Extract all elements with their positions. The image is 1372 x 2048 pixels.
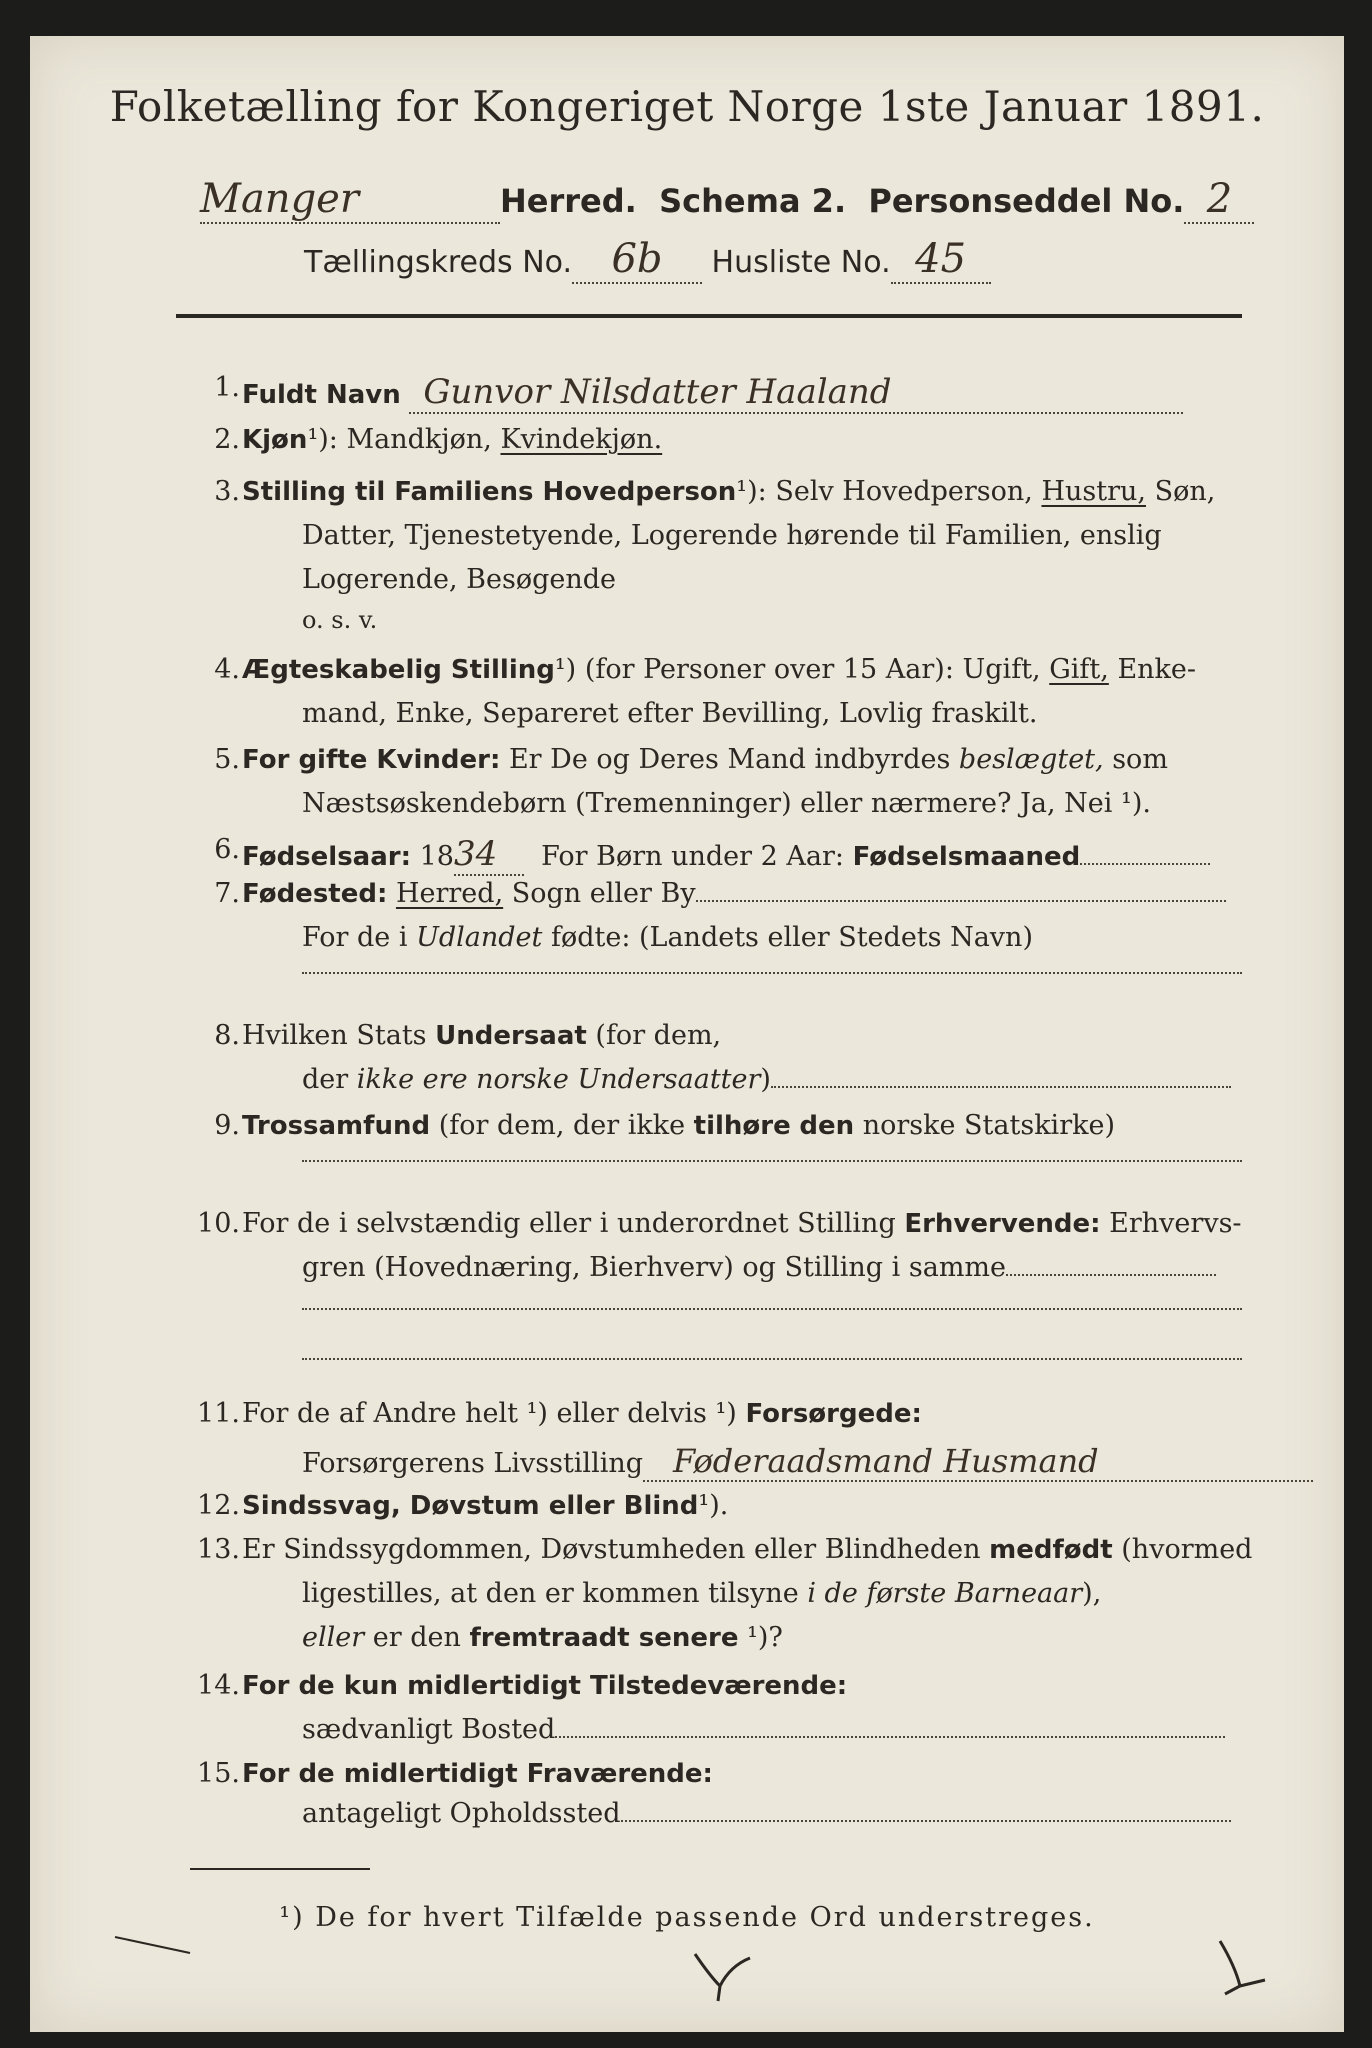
q8-label-a: Hvilken Stats bbox=[242, 1020, 427, 1051]
husliste-label: Husliste No. bbox=[711, 245, 891, 280]
q8-text-2a: der bbox=[302, 1064, 349, 1095]
q13-text-a: Er Sindssygdommen, Døvstumheden eller Blindheden bbox=[242, 1534, 981, 1565]
q6-year-value: 34 bbox=[454, 834, 524, 876]
q10-fill bbox=[1006, 1274, 1216, 1276]
q8-line2 bbox=[302, 1064, 1231, 1095]
q4-option-married-underlined: Gift, bbox=[1049, 654, 1109, 685]
q13-text-3d: ¹)? bbox=[747, 1622, 783, 1653]
q3-option-wife-underlined: Hustru, bbox=[1041, 476, 1146, 507]
q5-line1 bbox=[242, 744, 1168, 775]
q15-line2 bbox=[302, 1798, 1231, 1829]
q12-sup: ¹). bbox=[698, 1490, 729, 1521]
q10-text-c: Erhvervs- bbox=[1109, 1208, 1242, 1239]
q1-label: Fuldt Navn bbox=[242, 380, 401, 410]
q10-text-a: For de i selvstændig eller i underordnet Stilling bbox=[242, 1208, 896, 1239]
q4-text-a: (for Personer over 15 Aar): Ugift, bbox=[584, 654, 1041, 685]
q14-label: For de kun midlertidigt Tilstedeværende: bbox=[242, 1671, 848, 1701]
q6-label: Fødselsaar: bbox=[242, 842, 411, 872]
pen-mark-left bbox=[110, 1931, 200, 1961]
q15-line1 bbox=[242, 1758, 713, 1789]
q11-line1 bbox=[242, 1398, 922, 1429]
q3-option-son: Søn, bbox=[1154, 476, 1216, 507]
q1-number: 1. bbox=[214, 372, 240, 403]
q7-line1 bbox=[242, 878, 1226, 909]
q9-blank-line bbox=[302, 1160, 1242, 1162]
q9-line1 bbox=[242, 1110, 1115, 1141]
q15-fill bbox=[621, 1820, 1231, 1822]
q5-text-related: beslægtet, bbox=[958, 744, 1104, 775]
q8-text-2b: ikke ere norske Undersaatter bbox=[356, 1064, 761, 1095]
q2-option-female-underlined: Kvindekjøn. bbox=[500, 424, 663, 455]
q4-text-c: Enke- bbox=[1117, 654, 1197, 685]
q1-name-value: Gunvor Nilsdatter Haaland bbox=[409, 372, 1183, 414]
header-line-kreds bbox=[304, 236, 991, 284]
q8-text-b: (for dem, bbox=[595, 1020, 722, 1051]
q15-text-2: antageligt Opholdssted bbox=[302, 1798, 621, 1829]
q4-sup: ¹) bbox=[554, 654, 577, 685]
q3-line3: Logerende, Besøgende bbox=[302, 564, 616, 595]
q2-option-male: Mandkjøn, bbox=[346, 424, 492, 455]
header-line-herred bbox=[200, 176, 1254, 224]
q6-year-prefix: 18 bbox=[419, 841, 454, 872]
q7-text-2c: fødte: (Landets eller Stedets Navn) bbox=[550, 922, 1033, 953]
q5-text-c: som bbox=[1112, 744, 1168, 775]
q6-number: 6. bbox=[214, 834, 240, 865]
q7-line2 bbox=[302, 922, 1033, 953]
q13-text-2c: ), bbox=[1082, 1578, 1102, 1609]
q2-sup: ¹): bbox=[307, 424, 338, 455]
q13-line1 bbox=[242, 1534, 1252, 1565]
q7-number: 7. bbox=[214, 878, 240, 909]
q10-blank-line-2 bbox=[302, 1358, 1242, 1360]
schema-label: Schema 2. bbox=[659, 182, 847, 220]
q12-line1 bbox=[242, 1490, 728, 1521]
q10-number: 10. bbox=[197, 1208, 240, 1239]
q5-text-a: Er De og Deres Mand indbyrdes bbox=[508, 744, 951, 775]
q3-sup: ¹): bbox=[736, 476, 767, 507]
herred-label: Herred. bbox=[500, 182, 637, 220]
q14-line1 bbox=[242, 1670, 847, 1701]
q13-text-3a: eller bbox=[302, 1622, 365, 1653]
q6-text-children: For Børn under 2 Aar: bbox=[541, 841, 844, 872]
q13-text-3b: er den bbox=[372, 1622, 461, 1653]
personseddel-label: Personseddel No. bbox=[868, 182, 1185, 220]
q8-number: 8. bbox=[214, 1020, 240, 1051]
q8-label-b: Undersaat bbox=[435, 1021, 587, 1051]
q13-text-2b: i de første Barneaar bbox=[807, 1578, 1083, 1609]
header-divider bbox=[176, 314, 1242, 318]
q14-number: 14. bbox=[197, 1670, 240, 1701]
q14-fill bbox=[555, 1736, 1225, 1738]
personseddel-value: 2 bbox=[1184, 176, 1254, 224]
pen-mark-center bbox=[690, 1946, 760, 2006]
kreds-label: Tællingskreds No. bbox=[304, 245, 572, 280]
q15-number: 15. bbox=[197, 1758, 240, 1789]
q3-line2: Datter, Tjenestetyende, Logerende hørende til Familien, enslig bbox=[302, 520, 1162, 551]
footnote: ¹) De for hvert Tilfælde passende Ord understreges. bbox=[279, 1902, 1095, 1933]
q6-month-fill bbox=[1080, 863, 1210, 865]
q11-value: Føderaadsmand Husmand bbox=[643, 1442, 1313, 1482]
q7-text-b: Sogn eller By bbox=[511, 878, 696, 909]
q11-text-2: Forsørgerens Livsstilling bbox=[302, 1448, 644, 1479]
q2-number: 2. bbox=[214, 424, 240, 455]
q8-line1 bbox=[242, 1020, 721, 1051]
q8-fill bbox=[771, 1086, 1231, 1088]
q7-text-abroad: Udlandet bbox=[416, 922, 543, 953]
form-title: Folketælling for Kongeriget Norge 1ste Januar 1891. bbox=[109, 82, 1265, 131]
q4-label: Ægteskabelig Stilling bbox=[242, 655, 555, 685]
q15-label: For de midlertidigt Fraværende: bbox=[242, 1759, 713, 1789]
q5-label: For gifte Kvinder: bbox=[242, 745, 501, 775]
footnote-rule bbox=[190, 1868, 370, 1870]
q7-label: Fødested: bbox=[242, 879, 388, 909]
q5-number: 5. bbox=[214, 744, 240, 775]
q7-option-herred-underlined: Herred, bbox=[395, 878, 504, 909]
q14-text-2: sædvanligt Bosted bbox=[302, 1714, 556, 1745]
q4-line1 bbox=[242, 654, 1196, 685]
q9-text-belong: tilhøre bbox=[693, 1111, 791, 1141]
q6-birth-month-label: Fødselsmaaned bbox=[852, 842, 1081, 872]
q12-label: Sindssvag, Døvstum eller Blind bbox=[242, 1491, 699, 1521]
q13-line2 bbox=[302, 1578, 1101, 1609]
q10-line2 bbox=[302, 1252, 1216, 1283]
q1-full-name bbox=[242, 372, 1183, 414]
q4-number: 4. bbox=[214, 654, 240, 685]
q14-line2 bbox=[302, 1714, 1225, 1745]
q13-text-congenital: medfødt bbox=[989, 1535, 1113, 1565]
q3-number: 3. bbox=[214, 476, 240, 507]
q11-line2 bbox=[302, 1442, 1313, 1482]
q4-line2: mand, Enke, Separeret efter Bevilling, Lovlig fraskilt. bbox=[302, 698, 1038, 729]
q11-number: 11. bbox=[197, 1398, 240, 1429]
q13-number: 13. bbox=[197, 1534, 240, 1565]
q2-label: Kjøn bbox=[242, 425, 308, 455]
q10-blank-line-1 bbox=[302, 1308, 1242, 1310]
q2-gender bbox=[242, 424, 662, 455]
q13-text-2a: ligestilles, at den er kommen tilsyne bbox=[302, 1578, 799, 1609]
census-form-sheet bbox=[30, 36, 1344, 2032]
q3-option-self: Selv Hovedperson, bbox=[775, 476, 1033, 507]
q3-line1 bbox=[242, 476, 1215, 507]
q11-text-a: For de af Andre helt ¹) eller delvis ¹) bbox=[242, 1398, 737, 1429]
pen-mark-right bbox=[1210, 1936, 1280, 2006]
q7-blank-line bbox=[302, 972, 1242, 974]
q13-line3 bbox=[302, 1622, 783, 1653]
q7-text-2a: For de i bbox=[302, 922, 408, 953]
q6-birth-year bbox=[242, 834, 1210, 876]
q9-label: Trossamfund bbox=[242, 1111, 431, 1141]
q11-text-supported: Forsørgede: bbox=[745, 1399, 922, 1429]
q3-label: Stilling til Familiens Hovedperson bbox=[242, 477, 737, 507]
herred-value: Manger bbox=[200, 176, 500, 224]
q5-line2: Næstsøskendebørn (Tremenninger) eller nærmere? Ja, Nei ¹). bbox=[302, 788, 1151, 819]
q9-text-den: den bbox=[799, 1111, 855, 1141]
q10-text-2: gren (Hovednæring, Bierhverv) og Stilling i samme bbox=[302, 1252, 1007, 1283]
q9-text-a: (for dem, der ikke bbox=[438, 1110, 686, 1141]
q10-text-earning: Erhvervende: bbox=[904, 1209, 1101, 1239]
q12-number: 12. bbox=[197, 1490, 240, 1521]
q7-fill bbox=[696, 900, 1226, 902]
q10-line1 bbox=[242, 1208, 1242, 1239]
q13-text-later: fremtraadt senere bbox=[469, 1623, 739, 1653]
q13-text-c: (hvormed bbox=[1121, 1534, 1253, 1565]
husliste-value: 45 bbox=[891, 236, 991, 284]
q3-line4: o. s. v. bbox=[302, 606, 378, 634]
kreds-value: 6b bbox=[572, 236, 702, 284]
q9-text-d: norske Statskirke) bbox=[862, 1110, 1115, 1141]
q9-number: 9. bbox=[214, 1110, 240, 1141]
q8-text-2c: ) bbox=[760, 1064, 771, 1095]
